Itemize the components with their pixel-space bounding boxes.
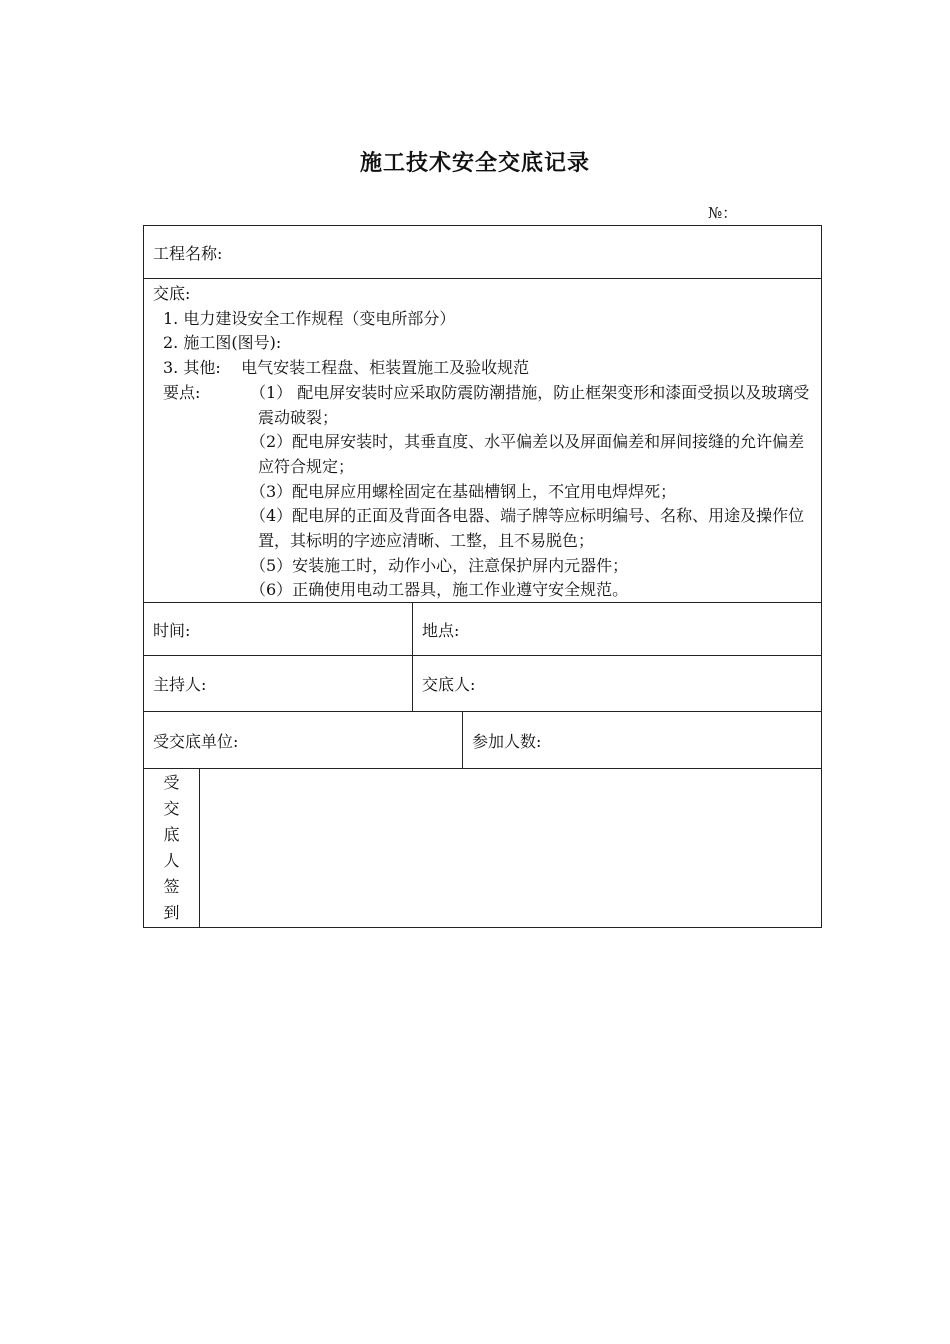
receiving-unit-label: 受交底单位: [153, 731, 239, 751]
signature-label [144, 769, 200, 927]
signature-label-char: 受 [163, 773, 180, 792]
key-point-item: （5）安装施工时，动作小心，注意保护屏内元器件； [250, 555, 629, 575]
participants-label: 参加人数: [472, 731, 542, 751]
disclosure-record-form [143, 225, 822, 928]
key-point-item: （3）配电屏应用螺栓固定在基础槽钢上，不宜用电焊焊死； [250, 481, 677, 501]
disclosure-content [153, 282, 815, 603]
unit-participants-row [144, 712, 821, 769]
signature-label-char: 人 [163, 851, 180, 870]
signature-label-char: 交 [163, 799, 180, 818]
signature-label-char: 签 [163, 877, 180, 896]
place-label: 地点: [422, 620, 460, 640]
key-point-item: （1） 配电屏安装时应采取防震防潮措施，防止框架变形和漆面受损以及玻璃受震动破裂； [250, 382, 810, 427]
host-field[interactable] [144, 656, 412, 711]
project-name-field[interactable] [144, 226, 821, 278]
page-title: 施工技术安全交底记录 [359, 150, 590, 176]
signature-row [144, 769, 821, 927]
place-field[interactable] [412, 603, 821, 655]
signature-label-char: 到 [163, 903, 180, 922]
signature-label-char: 底 [163, 825, 180, 844]
time-place-row [144, 603, 821, 656]
project-name-label: 工程名称: [153, 243, 223, 263]
discloser-label: 交底人: [422, 675, 476, 694]
key-point-item: （2）配电屏安装时，其垂直度、水平偏差以及屏面偏差和屏间接缝的允许偏差应符合规定； [250, 432, 805, 476]
host-label: 主持人: [153, 675, 207, 694]
time-field[interactable] [144, 603, 412, 655]
discloser-field[interactable] [412, 656, 821, 711]
key-points-section [153, 381, 815, 603]
participants-field[interactable] [462, 712, 821, 768]
host-discloser-row [144, 656, 821, 712]
signature-area[interactable] [200, 769, 821, 927]
key-points-label: 要点: [163, 382, 201, 402]
receiving-unit-field[interactable] [144, 712, 462, 768]
key-point-item: （4）配电屏的正面及背面各电器、端子牌等应标明编号、名称、用途及操作位置，其标明的字迹应清晰、工整，且不易脱色； [250, 506, 805, 551]
disclosure-label: 交底: [153, 284, 191, 303]
disclosure-item: 1. 电力建设安全工作规程（变电所部分） [163, 308, 456, 328]
disclosure-item: 3. 其他: 电气安装工程盘、柜装置施工及验收规范 [163, 358, 530, 378]
time-label: 时间: [153, 620, 191, 640]
key-points-list [250, 381, 815, 603]
serial-number-label: №： [708, 204, 738, 222]
disclosure-item: 2. 施工图(图号): [163, 333, 282, 353]
key-point-item: （6）正确使用电动工器具，施工作业遵守安全规范。 [250, 580, 629, 600]
disclosure-content-row [144, 279, 821, 603]
project-name-row [144, 226, 821, 279]
